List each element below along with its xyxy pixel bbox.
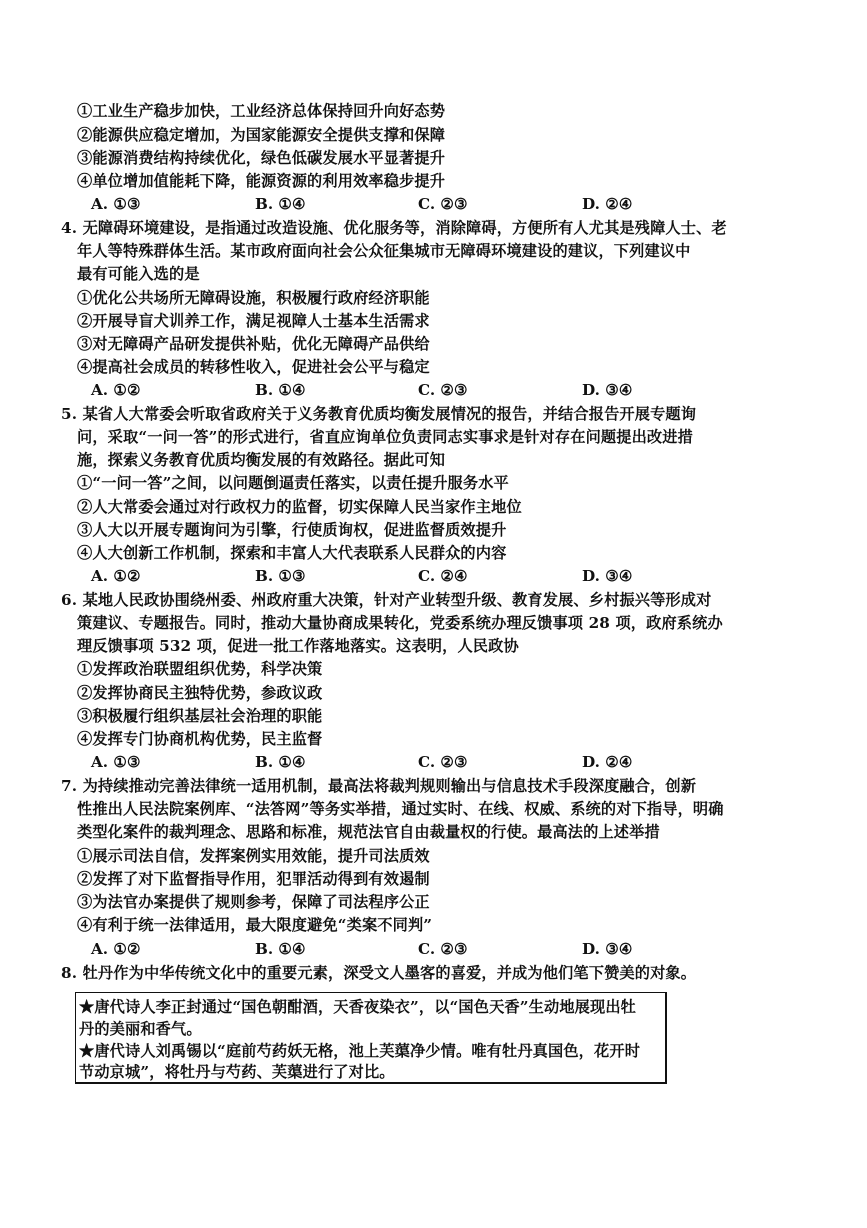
q6-item-2: ②发挥协商民主独特优势，参政议政 (77, 684, 323, 702)
q5-option-a: A. ①② (91, 567, 141, 585)
q7-item-4: ④有利于统一法律适用，最大限度避免“类案不同判” (77, 916, 433, 934)
q5-stem-line-2: 问，采取“一问一答”的形式进行，省直应询单位负责同志实事求是针对存在问题提出改进措 (77, 428, 693, 446)
q8-material-box (75, 992, 667, 1084)
q7-stem-line-2: 性推出人民法院案例库、“法答网”等务实举措，通过实时、在线、权威、系统的对下指导，明确 (77, 800, 724, 818)
q3-option-c: C. ②③ (418, 195, 468, 213)
q7-item-3: ③为法官办案提供了规则参考，保障了司法程序公正 (77, 893, 430, 911)
q4-option-d: D. ③④ (582, 381, 633, 399)
q7-option-b: B. ①④ (255, 940, 306, 958)
q3-item-2: ②能源供应稳定增加，为国家能源安全提供支撑和保障 (77, 126, 446, 144)
q5-option-d: D. ③④ (582, 567, 633, 585)
q4-stem-line-1: 4. 无障碍环境建设，是指通过改造设施、优化服务等，消除障碍，方便所有人尤其是残障人士、老 (61, 219, 727, 237)
q3-option-a: A. ①③ (91, 195, 141, 213)
q6-stem-line-2: 策建议、专题报告。同时，推动大量协商成果转化，党委系统办理反馈事项 28 项，政府系统办 (77, 614, 723, 632)
q5-item-3: ③人大以开展专题询问为引擎，行使质询权，促进监督质效提升 (77, 521, 507, 539)
q4-item-3: ③对无障碍产品研发提供补贴，优化无障碍产品供给 (77, 335, 430, 353)
q7-stem-line-3: 类型化案件的裁判理念、思路和标准，规范法官自由裁量权的行使。最高法的上述举措 (77, 823, 660, 841)
q4-item-2: ②开展导盲犬训养工作，满足视障人士基本生活需求 (77, 312, 430, 330)
q7-option-a: A. ①② (91, 940, 141, 958)
q6-option-d: D. ②④ (582, 753, 633, 771)
q3-option-d: D. ②④ (582, 195, 633, 213)
q4-item-1: ①优化公共场所无障碍设施，积极履行政府经济职能 (77, 289, 430, 307)
q7-item-1: ①展示司法自信，发挥案例实用效能，提升司法质效 (77, 847, 430, 865)
q3-item-3: ③能源消费结构持续优化，绿色低碳发展水平显著提升 (77, 149, 446, 167)
q6-option-c: C. ②③ (418, 753, 468, 771)
q5-item-2: ②人大常委会通过对行政权力的监督，切实保障人民当家作主地位 (77, 498, 522, 516)
q7-option-d: D. ③④ (582, 940, 633, 958)
q7-item-2: ②发挥了对下监督指导作用，犯罪活动得到有效遏制 (77, 870, 430, 888)
q6-stem-line-3: 理反馈事项 532 项，促进一批工作落地落实。这表明，人民政协 (77, 637, 519, 655)
q4-stem-line-2: 年人等特殊群体生活。某市政府面向社会公众征集城市无障碍环境建设的建议，下列建议中 (77, 242, 691, 260)
q4-option-c: C. ②③ (418, 381, 468, 399)
q3-item-4: ④单位增加值能耗下降，能源资源的利用效率稳步提升 (77, 172, 446, 190)
q3-item-1: ①工业生产稳步加快，工业经济总体保持回升向好态势 (77, 102, 446, 120)
q6-item-4: ④发挥专门协商机构优势，民主监督 (77, 730, 323, 748)
q4-item-4: ④提高社会成员的转移性收入，促进社会公平与稳定 (77, 358, 430, 376)
q3-option-b: B. ①④ (255, 195, 306, 213)
q6-stem-line-1: 6. 某地人民政协围绕州委、州政府重大决策，针对产业转型升级、教育发展、乡村振兴等形成对 (61, 591, 712, 609)
q4-option-b: B. ①④ (255, 381, 306, 399)
q8-box-line-4: 节动京城”，将牡丹与芍药、芙蕖进行了对比。 (79, 1063, 395, 1081)
q6-item-3: ③积极履行组织基层社会治理的职能 (77, 707, 323, 725)
q5-option-b: B. ①③ (255, 567, 306, 585)
q5-stem-line-3: 施，探索义务教育优质均衡发展的有效路径。据此可知 (77, 451, 446, 469)
q8-stem: 8. 牡丹作为中华传统文化中的重要元素，深受文人墨客的喜爱，并成为他们笔下赞美的对象。 (61, 964, 697, 982)
q8-box-line-1: ★唐代诗人李正封通过“国色朝酣酒，天香夜染衣”，以“国色天香”生动地展现出牡 (79, 998, 637, 1016)
q7-stem-line-1: 7. 为持续推动完善法律统一适用机制，最高法将裁判规则输出与信息技术手段深度融合，创新 (61, 777, 697, 795)
q5-option-c: C. ②④ (418, 567, 468, 585)
q8-box-line-2: 丹的美丽和香气。 (79, 1020, 202, 1038)
q4-stem-line-3: 最有可能入选的是 (77, 265, 200, 283)
q5-item-4: ④人大创新工作机制，探索和丰富人大代表联系人民群众的内容 (77, 544, 507, 562)
q7-option-c: C. ②③ (418, 940, 468, 958)
q6-item-1: ①发挥政治联盟组织优势，科学决策 (77, 660, 323, 678)
q5-stem-line-1: 5. 某省人大常委会听取省政府关于义务教育优质均衡发展情况的报告，并结合报告开展专题询 (61, 405, 697, 423)
q6-option-a: A. ①③ (91, 753, 141, 771)
q6-option-b: B. ①④ (255, 753, 306, 771)
q5-item-1: ①“一问一答”之间，以问题倒逼责任落实，以责任提升服务水平 (77, 474, 509, 492)
q4-option-a: A. ①② (91, 381, 141, 399)
q8-box-line-3: ★唐代诗人刘禹锡以“庭前芍药妖无格，池上芙蕖净少情。唯有牡丹真国色，花开时 (79, 1042, 641, 1060)
